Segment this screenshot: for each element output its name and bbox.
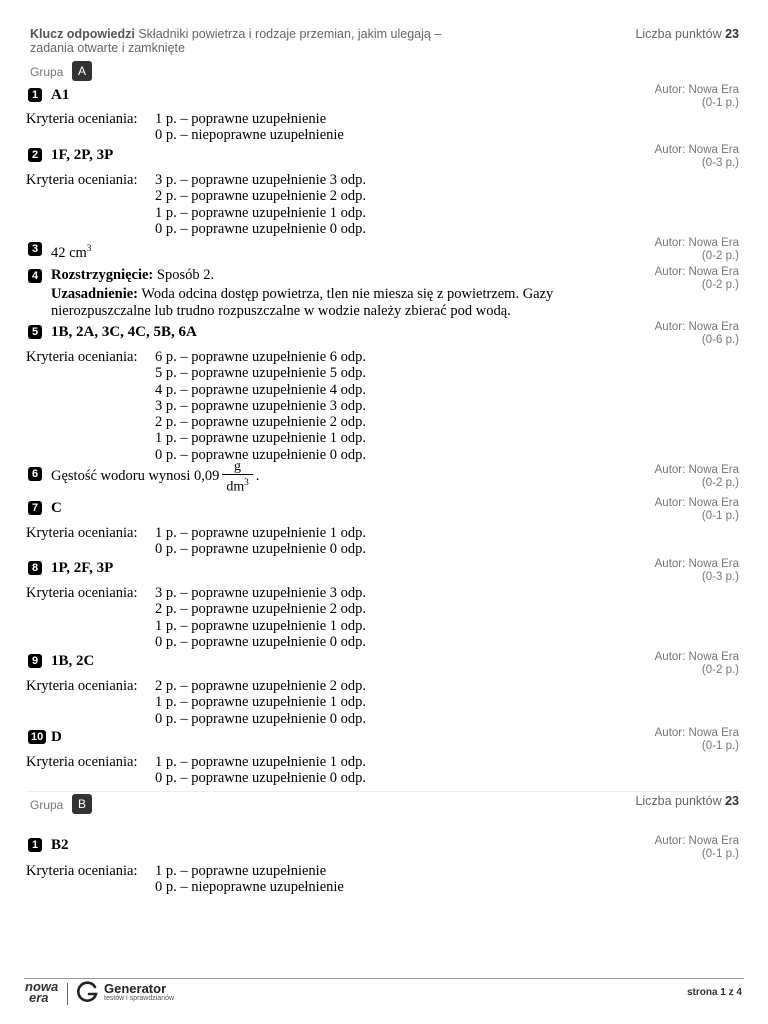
criteria-list: 1 p. – poprawne uzupełnienie 1 odp. 0 p. – poprawne uzupełnienie 0 odp. bbox=[155, 754, 367, 787]
task-author: Autor: Nowa Era (0-1 p.) bbox=[654, 497, 739, 522]
group-b-points: Liczba punktów 23 bbox=[635, 794, 739, 808]
criteria-list: 1 p. – poprawne uzupełnienie 0 p. – niepoprawne uzupełnienie bbox=[155, 111, 344, 144]
task-answer: Rozstrzygnięcie: Sposób 2. bbox=[51, 267, 215, 283]
criteria-list: 3 p. – poprawne uzupełnienie 3 odp. 2 p. – poprawne uzupełnienie 2 odp. 1 p. – poprawne uzupełnienie 1 odp. 0 p. – poprawne uzupełnienie 0 odp. bbox=[155, 172, 367, 237]
task-number: 3 bbox=[28, 242, 42, 256]
task-answer: 1B, 2A, 3C, 4C, 5B, 6A bbox=[51, 324, 197, 340]
task-answer: A1 bbox=[51, 87, 70, 103]
group-b-label: Grupa bbox=[30, 798, 64, 812]
criteria-list: 6 p. – poprawne uzupełnienie 6 odp. 5 p. – poprawne uzupełnienie 5 odp. 4 p. – poprawne uzupełnienie 4 odp. 3 p. – poprawne uzupełnienie 3 odp. 2 p. – poprawne uzupełnienie 2 odp. 1 p. – poprawne uzupełnienie 1 odp. 0 p. – poprawne uzupełnienie 0 odp. bbox=[155, 349, 367, 463]
generator-logo-text: Generator bbox=[104, 981, 167, 996]
group-a-badge: A bbox=[72, 61, 92, 81]
total-points: Liczba punktów 23 bbox=[635, 27, 739, 41]
task-author: Autor: Nowa Era (0-2 p.) bbox=[654, 266, 739, 291]
task-answer: Gęstość wodoru wynosi 0,09 $\frac{g}{dm^3}$ . bbox=[51, 459, 260, 495]
task-justification: Uzasadnienie: Woda odcina dostęp powietrza, tlen nie miesza się z powietrzem. Gazy nierozpuszczalne lub trudno rozpuszczalne w wodzie należy zbierać pod wodą. bbox=[51, 286, 554, 319]
task-number: 6 bbox=[28, 467, 42, 481]
task-number: 1 bbox=[28, 838, 42, 852]
document-title: Klucz odpowiedzi Składniki powietrza i rodzaje przemian, jakim ulegają – zadania otwarte i zamknięte bbox=[30, 27, 442, 55]
criteria-label: Kryteria oceniania: bbox=[26, 754, 138, 770]
logo-divider bbox=[67, 983, 68, 1005]
task-number: 2 bbox=[28, 148, 42, 162]
task-author: Autor: Nowa Era (0-1 p.) bbox=[654, 835, 739, 860]
task-answer: 1B, 2C bbox=[51, 653, 95, 669]
criteria-label: Kryteria oceniania: bbox=[26, 172, 138, 188]
task-author: Autor: Nowa Era (0-2 p.) bbox=[654, 464, 739, 489]
criteria-label: Kryteria oceniania: bbox=[26, 525, 138, 541]
group-a-label: Grupa bbox=[30, 65, 64, 79]
criteria-label: Kryteria oceniania: bbox=[26, 863, 138, 879]
task-answer: B2 bbox=[51, 837, 69, 853]
task-answer: 42 $cm^3$ bbox=[51, 243, 92, 261]
group-b-badge: B bbox=[72, 794, 92, 814]
task-number: 7 bbox=[28, 501, 42, 515]
task-author: Autor: Nowa Era (0-3 p.) bbox=[654, 558, 739, 583]
task-author: Autor: Nowa Era (0-2 p.) bbox=[654, 237, 739, 262]
generator-logo-subtitle: testów i sprawdzianów bbox=[104, 995, 175, 1002]
criteria-list: 2 p. – poprawne uzupełnienie 2 odp. 1 p. – poprawne uzupełnienie 1 odp. 0 p. – poprawne uzupełnienie 0 odp. bbox=[155, 678, 367, 727]
task-answer: 1P, 2F, 3P bbox=[51, 560, 114, 576]
task-number: 1 bbox=[28, 88, 42, 102]
generator-logo-icon bbox=[77, 981, 99, 1003]
group-separator bbox=[26, 791, 742, 792]
criteria-list: 1 p. – poprawne uzupełnienie 0 p. – niepoprawne uzupełnienie bbox=[155, 863, 344, 896]
task-number: 8 bbox=[28, 561, 42, 575]
task-author: Autor: Nowa Era (0-1 p.) bbox=[654, 84, 739, 109]
criteria-label: Kryteria oceniania: bbox=[26, 585, 138, 601]
task-answer: C bbox=[51, 500, 62, 516]
task-author: Autor: Nowa Era (0-6 p.) bbox=[654, 321, 739, 346]
footer-divider bbox=[24, 978, 744, 979]
task-number: 10 bbox=[28, 730, 46, 744]
task-number: 5 bbox=[28, 325, 42, 339]
criteria-label: Kryteria oceniania: bbox=[26, 111, 138, 127]
task-answer: D bbox=[51, 729, 62, 745]
task-answer: 1F, 2P, 3P bbox=[51, 147, 114, 163]
task-number: 4 bbox=[28, 269, 42, 283]
page-number: strona 1 z 4 bbox=[686, 987, 742, 998]
fraction: $\frac{g}{dm^3}$ bbox=[222, 459, 252, 495]
task-author: Autor: Nowa Era (0-3 p.) bbox=[654, 144, 739, 169]
nowa-era-logo: nowa era bbox=[25, 979, 59, 1005]
task-author: Autor: Nowa Era (0-1 p.) bbox=[654, 727, 739, 752]
task-number: 9 bbox=[28, 654, 42, 668]
task-author: Autor: Nowa Era (0-2 p.) bbox=[654, 651, 739, 676]
criteria-label: Kryteria oceniania: bbox=[26, 349, 138, 365]
criteria-list: 3 p. – poprawne uzupełnienie 3 odp. 2 p. – poprawne uzupełnienie 2 odp. 1 p. – poprawne uzupełnienie 1 odp. 0 p. – poprawne uzupełnienie 0 odp. bbox=[155, 585, 367, 650]
criteria-list: 1 p. – poprawne uzupełnienie 1 odp. 0 p. – poprawne uzupełnienie 0 odp. bbox=[155, 525, 367, 558]
criteria-label: Kryteria oceniania: bbox=[26, 678, 138, 694]
